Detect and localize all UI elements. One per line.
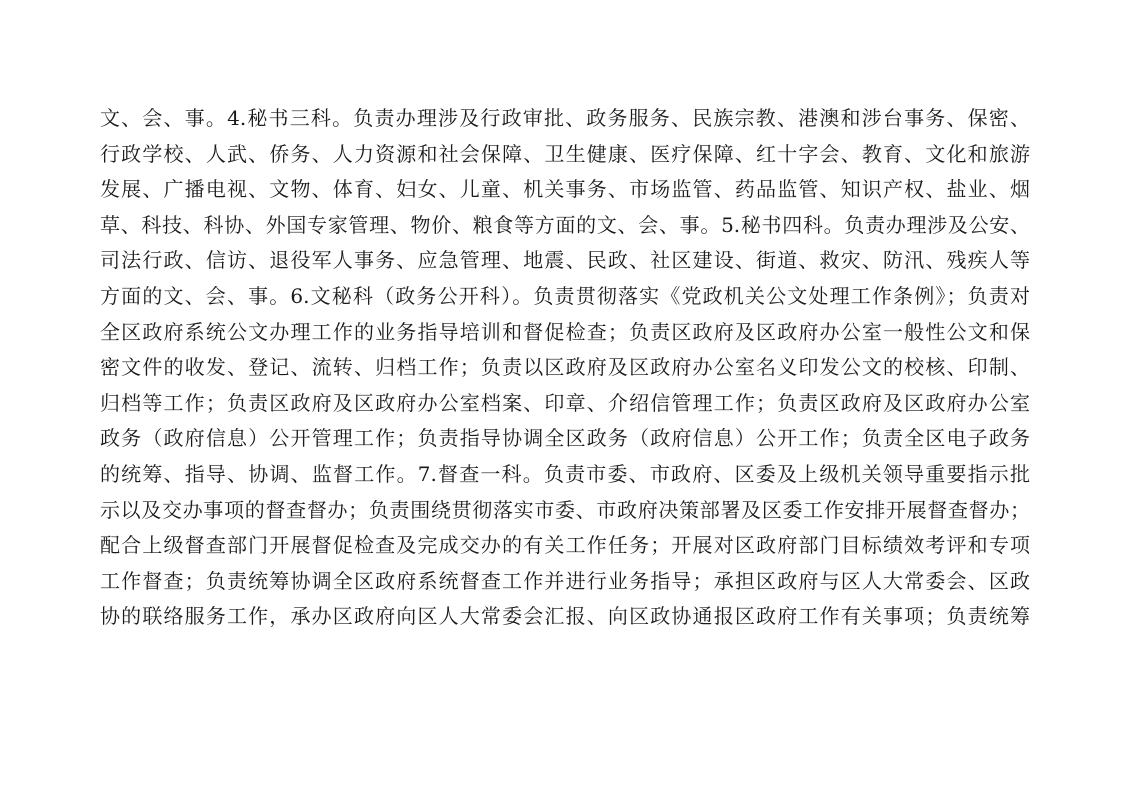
text-line: 文、会、事。4.秘书三科。负责办理涉及行政审批、政务服务、民族宗教、港澳和涉台事务、保密、 [100,106,1030,130]
text-line: 归档等工作；负责区政府及区政府办公室档案、印章、介绍信管理工作；负责区政府及区政府办公室 [100,390,1030,415]
text-line: 发展、广播电视、文物、体育、妇女、儿童、机关事务、市场监管、药品监管、知识产权、盐业、烟 [100,177,1030,202]
text-line: 示以及交办事项的督查督办；负责围绕贯彻落实市委、市政府决策部署及区委工作安排开展督查督办； [100,497,1030,522]
text-line: 密文件的收发、登记、流转、归档工作；负责以区政府及区政府办公室名义印发公文的校核、印制、 [100,355,1030,380]
text-line: 草、科技、科协、外国专家管理、物价、粮食等方面的文、会、事。5.秘书四科。负责办理涉及公安、 [100,212,1030,237]
text-line: 的统筹、指导、协调、监督工作。7.督查一科。负责市委、市政府、区委及上级机关领导重要指示批 [100,461,1030,486]
text-line: 协的联络服务工作，承办区政府向区人大常委会汇报、向区政协通报区政府工作有关事项；负责统筹 [100,604,1030,629]
text-line: 工作督查；负责统筹协调全区政府系统督查工作并进行业务指导；承担区政府与区人大常委会、区政 [100,568,1030,593]
text-line: 全区政府系统公文办理工作的业务指导培训和督促检查；负责区政府及区政府办公室一般性公文和保 [100,319,1030,344]
body-text [100,101,1030,635]
text-line: 政务（政府信息）公开管理工作；负责指导协调全区政务（政府信息）公开工作；负责全区电子政务 [100,426,1030,451]
text-line: 配合上级督查部门开展督促检查及完成交办的有关工作任务；开展对区政府部门目标绩效考评和专项 [100,533,1030,558]
text-line: 行政学校、人武、侨务、人力资源和社会保障、卫生健康、医疗保障、红十字会、教育、文化和旅游 [100,141,1030,166]
text-line: 司法行政、信访、退役军人事务、应急管理、地震、民政、社区建设、街道、救灾、防汛、残疾人等 [100,248,1030,273]
text-line: 方面的文、会、事。6.文秘科（政务公开科）。负责贯彻落实《党政机关公文处理工作条例》；负责对 [100,283,1030,308]
